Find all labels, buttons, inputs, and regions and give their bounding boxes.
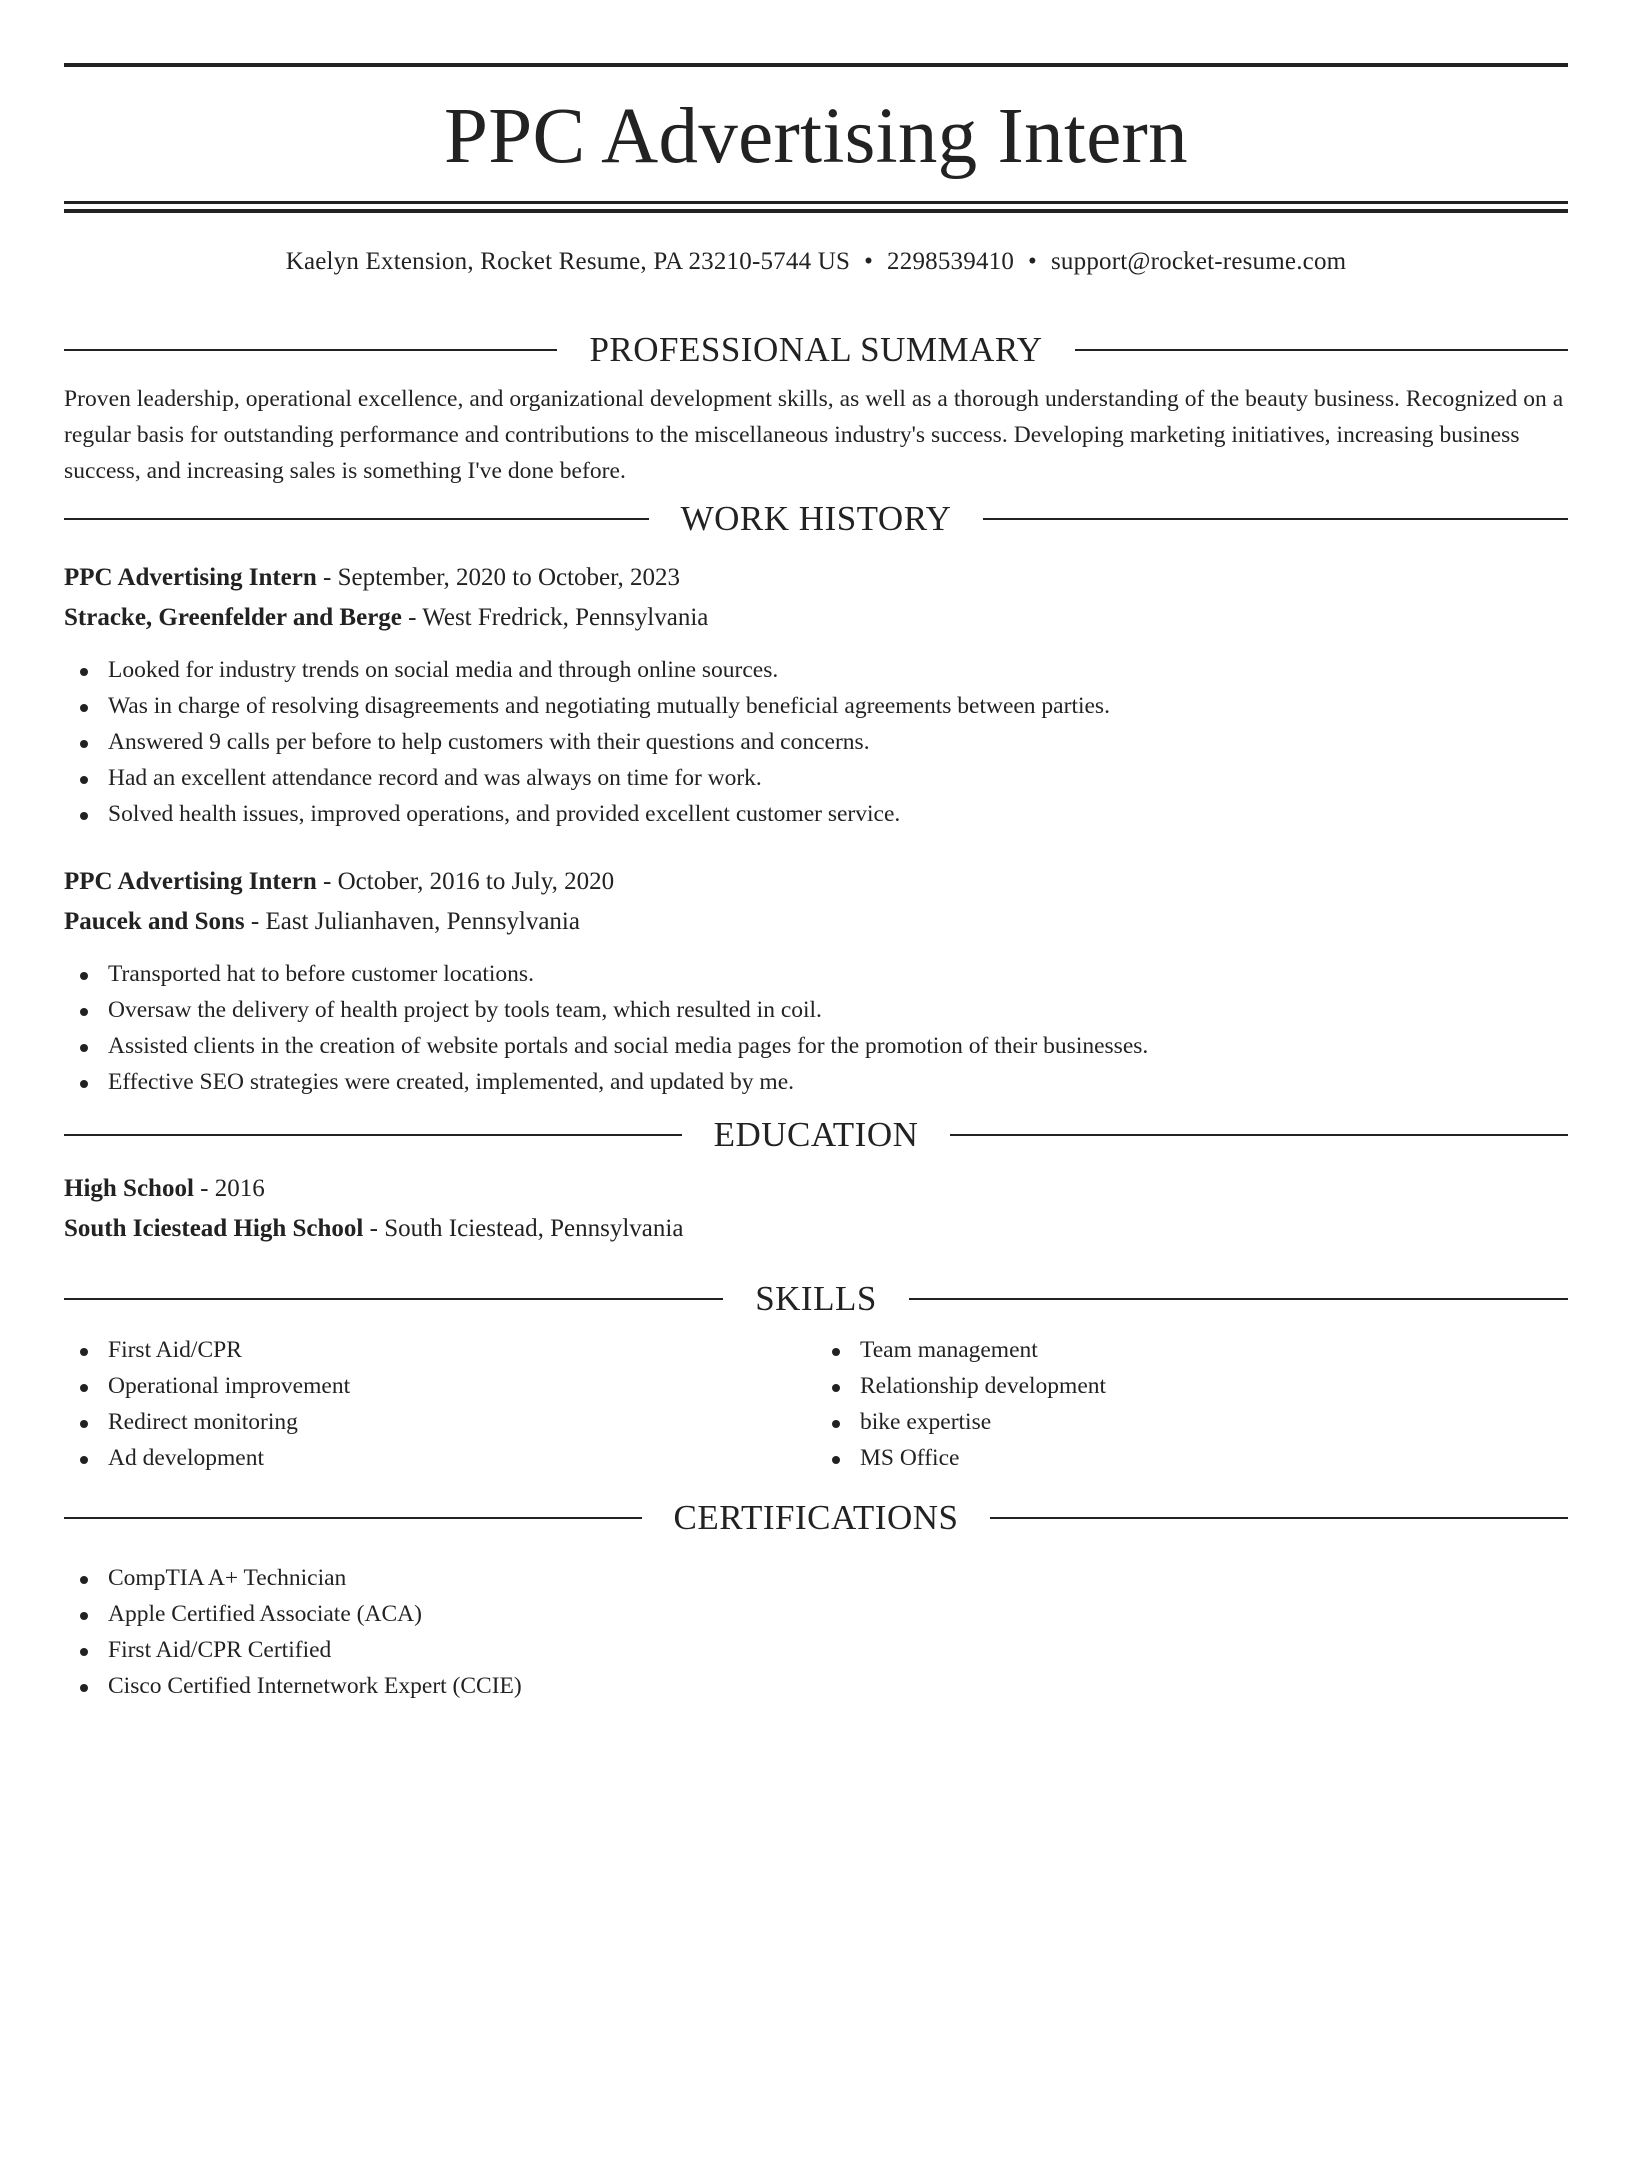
list-item: bike expertise [816,1404,1568,1440]
contact-line [64,247,1568,277]
list-item: Team management [816,1332,1568,1368]
education-location: South Iciestead, Pennsylvania [384,1215,684,1242]
section-heading-summary [64,330,1568,370]
heading-rule [64,1298,723,1300]
heading-rule [983,518,1568,520]
education-entry [64,1169,1568,1249]
section-heading-certifications [64,1498,1568,1538]
job-company-line [64,902,1568,942]
summary-text: Proven leadership, operational excellence, and organizational development skills, as well as a thorough understanding of the beauty business. Recognized on a regular basis for outstanding performance and contributions to the miscellaneous industry's success. Developing marketing initiatives, increasing business success, and increasing sales is something I've done before. [64,386,1564,484]
list-item: Cisco Certified Internetwork Expert (CCIE) [64,1668,1568,1704]
job-company: Paucek and Sons [64,908,245,935]
resume-title: PPC Advertising Intern [444,93,1188,180]
job-bullets [64,652,1568,832]
contact-phone: 2298539410 [887,248,1015,275]
section-heading-work [64,499,1568,539]
job-dates: September, 2020 to October, 2023 [337,564,680,591]
job-location: West Fredrick, Pennsylvania [422,604,709,631]
job-company-line [64,598,1568,638]
heading-rule [64,518,649,520]
title-double-rule [64,201,1568,213]
heading-rule [64,1517,642,1519]
section-title: PROFESSIONAL SUMMARY [589,330,1043,369]
list-item: First Aid/CPR [64,1332,816,1368]
list-item: Transported hat to before customer locations. [64,956,1568,992]
list-item: Redirect monitoring [64,1404,816,1440]
section-title: WORK HISTORY [680,499,952,538]
heading-rule [909,1298,1568,1300]
list-item: Apple Certified Associate (ACA) [64,1596,1568,1632]
section-title: EDUCATION [713,1115,919,1154]
list-item: Assisted clients in the creation of website portals and social media pages for the promotion of their businesses. [64,1028,1568,1064]
section-heading-skills [64,1279,1568,1319]
skills-column-left [64,1332,816,1476]
section-title: SKILLS [755,1279,877,1318]
list-item: Was in charge of resolving disagreements and negotiating mutually beneficial agreements between parties. [64,688,1568,724]
list-item: CompTIA A+ Technician [64,1560,1568,1596]
education-year: 2016 [214,1175,265,1202]
list-item: Looked for industry trends on social media and through online sources. [64,652,1568,688]
heading-rule [64,349,557,351]
education-school-line [64,1209,1568,1249]
contact-separator: • [1028,248,1037,275]
heading-rule [64,1134,682,1136]
list-item: Oversaw the delivery of health project by tools team, which resulted in coil. [64,992,1568,1028]
list-item: Ad development [64,1440,816,1476]
list-item: Solved health issues, improved operations, and provided excellent customer service. [64,796,1568,832]
education-degree: High School [64,1175,194,1202]
list-item: Operational improvement [64,1368,816,1404]
dash: - [401,604,423,631]
job-title-line [64,862,1568,902]
resume-page [0,63,1632,2175]
education-school: South Iciestead High School [64,1215,364,1242]
job-location: East Julianhaven, Pennsylvania [265,908,580,935]
contact-separator: • [864,248,874,275]
skills-grid [64,1332,1568,1476]
list-item: Relationship development [816,1368,1568,1404]
job-title-line [64,558,1568,598]
dash: - [193,1175,215,1202]
list-item: Effective SEO strategies were created, implemented, and updated by me. [64,1064,1568,1100]
job-entry [64,862,1568,1100]
list-item: First Aid/CPR Certified [64,1632,1568,1668]
contact-address: Kaelyn Extension, Rocket Resume, PA 23210-5744 US [285,248,851,275]
job-company: Stracke, Greenfelder and Berge [64,604,402,631]
job-dates: October, 2016 to July, 2020 [337,868,615,895]
job-entry [64,558,1568,832]
heading-rule [950,1134,1568,1136]
list-item: Answered 9 calls per before to help customers with their questions and concerns. [64,724,1568,760]
education-degree-line [64,1169,1568,1209]
contact-email: support@rocket-resume.com [1051,248,1347,275]
dash: - [363,1215,385,1242]
heading-rule [1075,349,1568,351]
section-title: CERTIFICATIONS [673,1498,959,1537]
section-heading-education [64,1115,1568,1155]
list-item: Had an excellent attendance record and was always on time for work. [64,760,1568,796]
dash: - [316,868,338,895]
list-item: MS Office [816,1440,1568,1476]
dash: - [316,564,338,591]
heading-rule [990,1517,1568,1519]
job-title: PPC Advertising Intern [64,564,317,591]
job-title: PPC Advertising Intern [64,868,317,895]
job-bullets [64,956,1568,1100]
dash: - [244,908,266,935]
certifications-list [64,1560,1568,1704]
skills-column-right [816,1332,1568,1476]
